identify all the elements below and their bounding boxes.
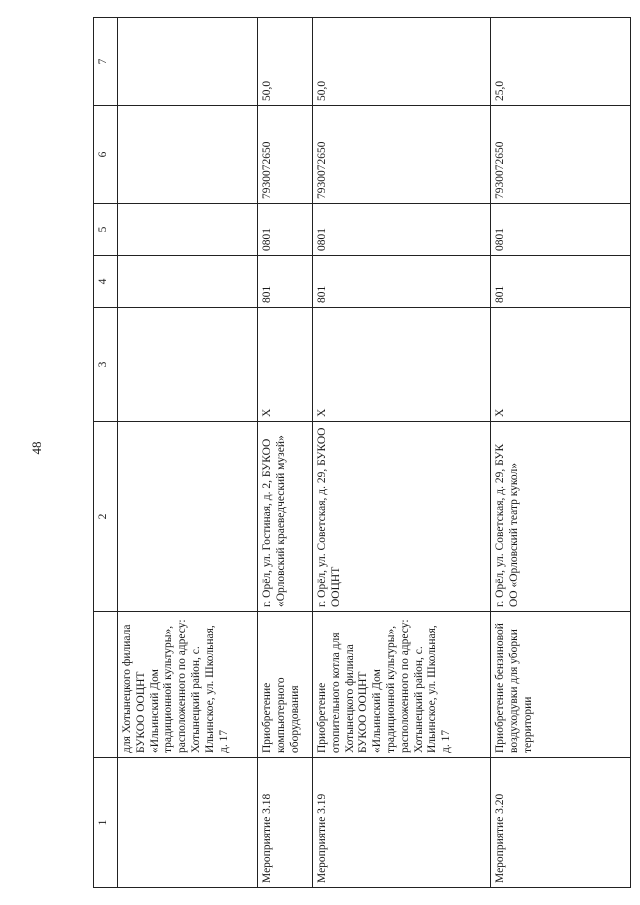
cell-col4: 801	[313, 256, 491, 308]
cell-address: г. Орёл, ул. Гостиная, д. 2, БУКОО «Орловский краеведческий музей»	[258, 422, 313, 612]
cell-col5	[118, 204, 258, 256]
cell-event	[118, 758, 258, 888]
cell-col7: 25,0	[491, 18, 631, 106]
cell-col4	[118, 256, 258, 308]
cell-address	[118, 422, 258, 612]
cell-col5: 0801	[258, 204, 313, 256]
cell-col7: 50,0	[258, 18, 313, 106]
cell-col6: 7930072650	[258, 106, 313, 204]
page-number: 48	[29, 441, 44, 455]
cell-col3: Х	[258, 308, 313, 422]
cell-col5: 0801	[491, 204, 631, 256]
budget-table	[93, 17, 631, 888]
rotated-table-container	[93, 18, 631, 888]
header-col-5: 5	[94, 204, 118, 256]
cell-col5: 0801	[313, 204, 491, 256]
header-col-7: 7	[94, 18, 118, 106]
table-row	[313, 18, 491, 888]
header-col-6: 6	[94, 106, 118, 204]
cell-col3	[118, 308, 258, 422]
cell-col7: 50,0	[313, 18, 491, 106]
table-row	[118, 18, 258, 888]
cell-col7	[118, 18, 258, 106]
cell-address: г. Орёл, ул. Советская, д. 29, БУК ОО «Орловский театр кукол»	[491, 422, 631, 612]
cell-address: г. Орёл, ул. Советская, д. 29, БУКОО ООЦНТ	[313, 422, 491, 612]
header-col-1b	[94, 612, 118, 758]
cell-description: Приобретение отопительного котла для Хотынецкого филиала БУКОО ООЦНТ «Ильинский Дом традиционной культуры», расположенного по адресу: Хотынецкий район, с. Ильинское, ул. Школьная, д. 17	[313, 612, 491, 758]
cell-col4: 801	[491, 256, 631, 308]
cell-col3: Х	[491, 308, 631, 422]
cell-event: Мероприятие 3.20	[491, 758, 631, 888]
cell-col6: 7930072650	[313, 106, 491, 204]
cell-description: для Хотынецкого филиала БУКОО ООЦНТ «Ильинский Дом традиционной культуры», расположенного по адресу: Хотынецкий район, с. Ильинское, ул. Школьная, д. 17	[118, 612, 258, 758]
cell-event: Мероприятие 3.19	[313, 758, 491, 888]
cell-event: Мероприятие 3.18	[258, 758, 313, 888]
header-col-1: 1	[94, 758, 118, 888]
cell-description: Приобретение компьютерного оборудования	[258, 612, 313, 758]
cell-col6: 7930072650	[491, 106, 631, 204]
cell-col4: 801	[258, 256, 313, 308]
header-col-3: 3	[94, 308, 118, 422]
cell-description: Приобретение бензиновой воздуходувки для уборки территории	[491, 612, 631, 758]
table-row	[258, 18, 313, 888]
header-col-2: 2	[94, 422, 118, 612]
header-row	[94, 18, 118, 888]
cell-col3: Х	[313, 308, 491, 422]
header-col-4: 4	[94, 256, 118, 308]
table-row	[491, 18, 631, 888]
cell-col6	[118, 106, 258, 204]
